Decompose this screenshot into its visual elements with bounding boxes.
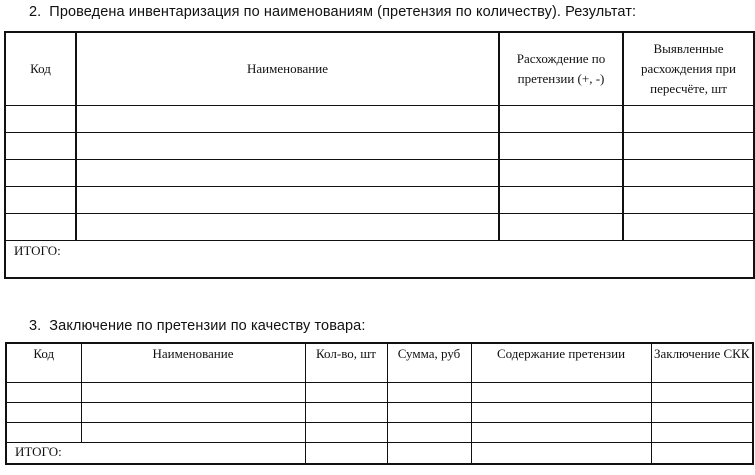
cell-total-claim-content[interactable] [471, 443, 651, 465]
header-code: Код [6, 343, 81, 383]
cell-claim-discrepancy[interactable] [499, 133, 623, 160]
cell-conclusion[interactable] [651, 383, 753, 403]
cell-code[interactable] [6, 403, 81, 423]
total-row [5, 241, 754, 279]
cell-name[interactable] [76, 133, 499, 160]
section-2-title: Проведена инвентаризация по наименованиям (претензия по количеству). Результат: [49, 4, 637, 20]
cell-qty[interactable] [305, 403, 387, 423]
header-claim-content: Содержание претензии [471, 343, 651, 383]
cell-sum[interactable] [387, 423, 471, 443]
cell-found-discrepancy[interactable] [623, 106, 754, 133]
total-label: ИТОГО: [5, 241, 754, 279]
quality-table-header [6, 343, 753, 383]
cell-code[interactable] [5, 106, 76, 133]
cell-sum[interactable] [387, 403, 471, 423]
header-name: Наименование [81, 343, 305, 383]
cell-conclusion[interactable] [651, 423, 753, 443]
cell-code[interactable] [6, 383, 81, 403]
total-row [6, 443, 753, 465]
header-code: Код [5, 32, 76, 106]
table-row [5, 187, 754, 214]
total-label: ИТОГО: [6, 443, 305, 465]
cell-claim-content[interactable] [471, 383, 651, 403]
cell-name[interactable] [81, 423, 305, 443]
cell-claim-discrepancy[interactable] [499, 160, 623, 187]
cell-claim-content[interactable] [471, 403, 651, 423]
cell-code[interactable] [5, 214, 76, 241]
section-2-number: 2. [29, 4, 42, 20]
cell-found-discrepancy[interactable] [623, 160, 754, 187]
header-name: Наименование [76, 32, 499, 106]
inventory-table [4, 31, 755, 279]
cell-qty[interactable] [305, 383, 387, 403]
cell-claim-discrepancy[interactable] [499, 106, 623, 133]
table-row [5, 106, 754, 133]
header-found-discrepancy: Выявленные расхождения при пересчёте, шт [623, 32, 754, 106]
cell-claim-discrepancy[interactable] [499, 187, 623, 214]
cell-name[interactable] [81, 383, 305, 403]
section-3-title: Заключение по претензии по качеству товара: [49, 318, 366, 334]
cell-found-discrepancy[interactable] [623, 133, 754, 160]
cell-total-sum[interactable] [387, 443, 471, 465]
cell-code[interactable] [5, 160, 76, 187]
inventory-table-header [5, 32, 754, 106]
table-row [5, 133, 754, 160]
cell-name[interactable] [76, 187, 499, 214]
cell-claim-content[interactable] [471, 423, 651, 443]
cell-code[interactable] [6, 423, 81, 443]
section-3-heading [29, 318, 365, 334]
section-3-number: 3. [29, 318, 42, 334]
cell-found-discrepancy[interactable] [623, 187, 754, 214]
header-sum: Сумма, руб [387, 343, 471, 383]
cell-total-conclusion[interactable] [651, 443, 753, 465]
table-row [6, 423, 753, 443]
header-claim-discrepancy: Расхождение по претензии (+, -) [499, 32, 623, 106]
cell-name[interactable] [76, 214, 499, 241]
quality-claim-table [5, 342, 754, 465]
header-qty: Кол-во, шт [305, 343, 387, 383]
cell-code[interactable] [5, 187, 76, 214]
cell-name[interactable] [81, 403, 305, 423]
cell-name[interactable] [76, 106, 499, 133]
cell-name[interactable] [76, 160, 499, 187]
header-conclusion: Заключение СКК [651, 343, 753, 383]
cell-claim-discrepancy[interactable] [499, 214, 623, 241]
table-row [6, 383, 753, 403]
cell-found-discrepancy[interactable] [623, 214, 754, 241]
section-2-heading [29, 4, 636, 20]
table-row [5, 214, 754, 241]
cell-code[interactable] [5, 133, 76, 160]
table-row [5, 160, 754, 187]
cell-qty[interactable] [305, 423, 387, 443]
cell-total-qty[interactable] [305, 443, 387, 465]
table-row [6, 403, 753, 423]
cell-conclusion[interactable] [651, 403, 753, 423]
cell-sum[interactable] [387, 383, 471, 403]
